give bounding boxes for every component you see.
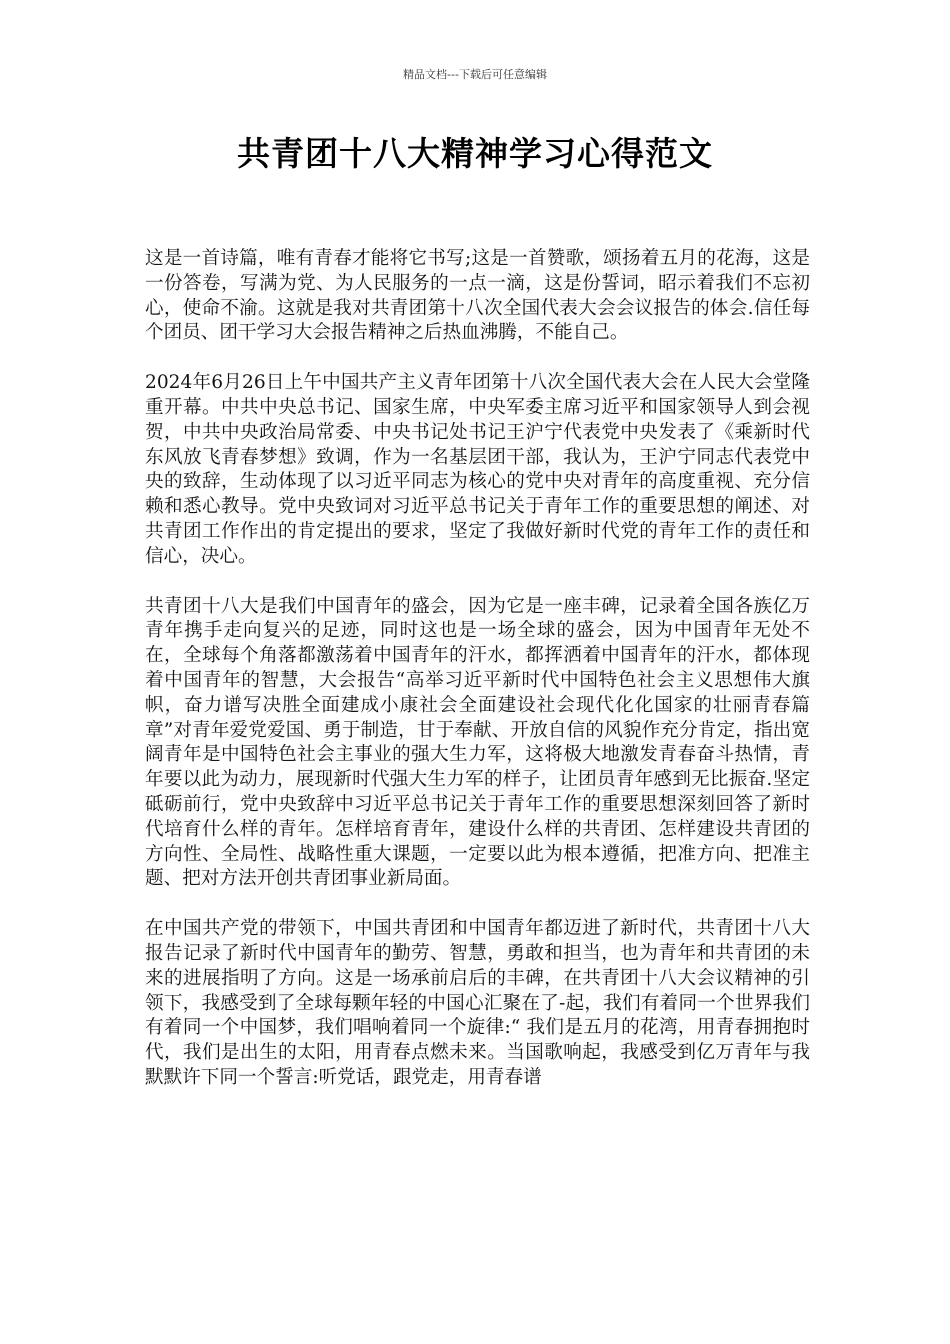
paragraph-4: 在中国共产党的带领下，中国共青团和中国青年都迈进了新时代，共青团十八大报告记录了新时代中国青年的勤劳、智慧，勇敢和担当，也为青年和共青团的未来的进展指明了方向。这是一场承前启后的丰碑，在共青团十八大会议精神的引领下，我感受到了全球每颗年轻的中国心汇聚在了-起，我们有着同一个世界我们有着同一个中国梦，我们唱响着同一个旋律:“ 我们是五月的花湾，用青春拥抱时代，我们是出生的太阳，用青春点燃未来。当国歌响起，我感受到亿万青年与我默默许下同一个誓言:听党话，跟党走，用青春谱: [145, 918, 810, 1088]
paragraph-2: 2024年6月26日上午中国共产主义青年团第十八次全国代表大会在人民大会堂隆重开幕。中共中央总书记、国家生席，中央军委主席习近平和国家领导人到会视贺，中共中央政治局常委、中央书记处书记王沪宁代表党中央发表了《乘新时代东风放飞青春梦想》致调，作为一名基层团干部，我认为，王沪宁同志代表党中央的致辞，生动体现了以习近平同志为核心的党中央对青年的高度重视、充分信赖和悉心教导。党中央致词对习近平总书记关于青年工作的重要思想的阐述、对共青团工作作出的肯定提出的要求，坚定了我做好新时代党的青年工作的责任和信心，决心。: [145, 372, 810, 567]
document-title: 共青团十八大精神学习心得范文: [237, 134, 713, 173]
paragraph-3: 共青团十八大是我们中国青年的盛会，因为它是一座丰碑，记录着全国各族亿万青年携手走向复兴的足迹，同时这也是一场全球的盛会，因为中国青年无处不在，全球每个角落都激荡着中国青年的汗水，都挥洒着中国青年的汗水，都体现着中国青年的智慧，大会报告“高举习近平新时代中国特色社会主义思想伟大旗帜，奋力谱写决胜全面建成小康社会全面建设社会现代化化国家的壮丽青春篇章”对青年爱党爱国、勇于制造，甘于奉献、开放自信的风貌作充分肯定，指出宽阔青年是中国特色社会主事业的强大生力军，这将极大地激发青春奋斗热情，青年要以此为动力，展现新时代强大生力军的样子，让团员青年感到无比振奋.坚定砥砺前行，党中央致辞中习近平总书记关于青年工作的重要思想深刻回答了新时代培育什么样的青年。怎样培育青年，建设什么样的共青团、怎样建设共青团的方向性、全局性、战略性重大课题，一定要以此为根本遵循，把准方向、把准主题、把对方法开创共青团事业新局面。: [145, 595, 810, 890]
document-body: [145, 247, 810, 1116]
paragraph-1: 这是一首诗篇，唯有青春才能将它书写;这是一首赞歌，颂扬着五月的花海，这是一份答卷，写满为党、为人民服务的一点一滴，这是份誓词，昭示着我们不忘初心，使命不渝。这就是我对共青团第十八次全国代表大会会议报告的体会.信任每个团员、团干学习大会报告精神之后热血沸腾，不能自己。: [145, 248, 810, 344]
header-note: 精品文档---下载后可任意编辑: [403, 68, 547, 81]
